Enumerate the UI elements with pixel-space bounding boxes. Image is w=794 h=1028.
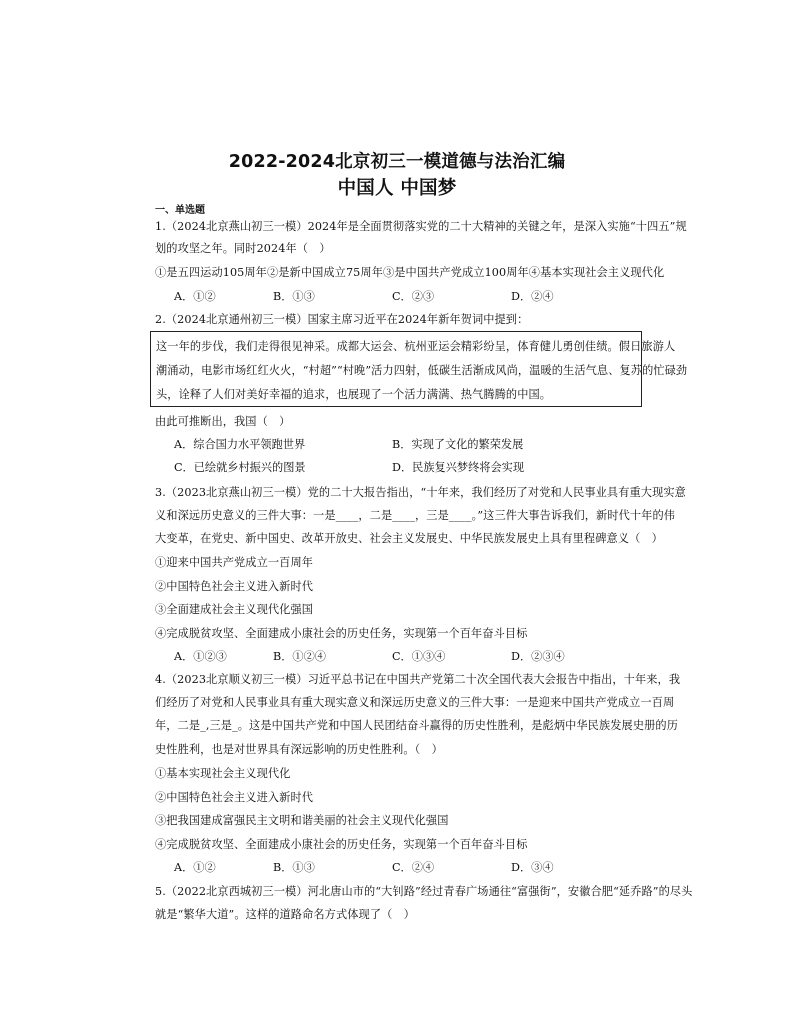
q1-stem-line2: 划的攻坚之年。同时2024年（ ） [155,242,331,255]
q3-option-a[interactable]: A．①②③ [174,650,227,663]
q3-item-1: ①迎来中国共产党成立一百周年 [155,556,314,569]
q3-item-3: ③全面建成社会主义现代化强国 [155,603,314,616]
q3-stem-line1: 3.（2023北京燕山初三一模）党的二十大报告指出，“十年来，我们经历了对党和人民事业具有重大现实意 [155,486,686,499]
q2-stem-after: 由此可推断出，我国（ ） [155,415,291,428]
q2-option-b[interactable]: B．实现了文化的繁荣发展 [392,438,524,451]
q4-stem-line4: 史性胜利，也是对世界具有深远影响的历史性胜利。（ ） [155,743,443,756]
q4-stem-line3: 年，二是_,三是_。这是中国共产党和中国人民团结奋斗赢得的历史性胜利，是彪炳中华民族发展史册的历 [155,719,678,732]
q4-option-c[interactable]: C．②④ [392,861,435,874]
q3-option-b[interactable]: B．①②④ [273,650,326,663]
q4-item-1: ①基本实现社会主义现代化 [155,767,291,780]
q4-item-4: ④完成脱贫攻坚、全面建成小康社会的历史任务，实现第一个百年奋斗目标 [155,838,528,851]
q2-option-d[interactable]: D．民族复兴梦终将会实现 [392,461,525,474]
q2-option-a[interactable]: A．综合国力水平领跑世界 [174,438,306,451]
q2-stem-line1: 2.（2024北京通州初三一模）国家主席习近平在2024年新年贺词中提到： [155,313,529,326]
q3-option-d[interactable]: D．②③④ [511,650,565,663]
document-title: 2022-2024北京初三一模道德与法治汇编 [228,152,566,172]
document-subtitle: 中国人 中国梦 [337,178,457,199]
q4-option-a[interactable]: A．①② [174,861,216,874]
q4-item-2: ②中国特色社会主义进入新时代 [155,791,314,804]
q3-item-2: ②中国特色社会主义进入新时代 [155,580,314,593]
q3-stem-line2: 义和深远历史意义的三件大事：一是____，二是____，三是____。”这三件大事告诉我们，新时代十年的伟 [155,509,676,522]
q3-option-c[interactable]: C．①③④ [392,650,446,663]
section-heading: 一、单选题 [155,205,205,216]
q2-quote-box [150,331,688,407]
q3-stem-line3: 大变革，在党史、新中国史、改革开放史、社会主义发展史、中华民族发展史上具有里程碑意义（ ） [155,532,663,545]
q1-option-b[interactable]: B．①③ [273,290,315,303]
q2-option-c[interactable]: C．已绘就乡村振兴的图景 [174,461,306,474]
q2-quote-line2: 潮涌动，电影市场红红火火，“村超”“村晚”活力四射，低碳生活渐成风尚，温暖的生活气息、复苏的忙碌劲 [156,364,688,377]
q5-stem-line1: 5.（2022北京西城初三一模）河北唐山市的“大钊路”经过青春广场通往“富强街”，安徽合肥“延乔路”的尽头 [155,885,693,898]
q3-item-4: ④完成脱贫攻坚、全面建成小康社会的历史任务，实现第一个百年奋斗目标 [155,627,528,640]
q2-quote-line3: 头，诠释了人们对美好幸福的追求，也展现了一个活力满满、热气腾腾的中国。 [156,388,552,401]
q1-option-d[interactable]: D．②④ [511,290,554,303]
q4-option-b[interactable]: B．①③ [273,861,315,874]
q4-item-3: ③把我国建成富强民主文明和谐美丽的社会主义现代化强国 [155,814,449,827]
q1-statements: ①是五四运动105周年②是新中国成立75周年③是中国共产党成立100周年④基本实现社会主义现代化 [155,266,665,279]
q5-stem-line2: 就是“繁华大道”。这样的道路命名方式体现了（ ） [155,908,415,921]
q1-option-c[interactable]: C．②③ [392,290,435,303]
q2-quote-line1: 这一年的步伐，我们走得很见神采。成都大运会、杭州亚运会精彩纷呈，体育健儿勇创佳绩。假日旅游人 [156,340,676,353]
q1-stem-line1: 1.（2024北京燕山初三一模）2024年是全面贯彻落实党的二十大精神的关键之年，是深入实施“十四五”规 [155,220,687,233]
q4-stem-line1: 4.（2023北京顺义初三一模）习近平总书记在中国共产党第二十次全国代表大会报告中指出，十年来，我 [155,673,681,686]
q1-option-a[interactable]: A．①② [174,290,216,303]
q4-stem-line2: 们经历了对党和人民事业具有重大现实意义和深远历史意义的三件大事：一是迎来中国共产党成立一百周 [155,696,675,709]
q4-option-d[interactable]: D．③④ [511,861,554,874]
